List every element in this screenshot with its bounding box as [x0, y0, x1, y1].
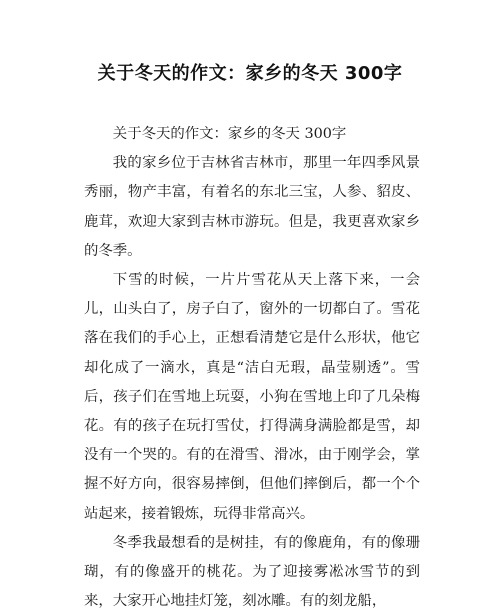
- paragraph-rime: 冬季我最想看的是树挂，有的像鹿角，有的像珊瑚，有的像盛开的桃花。为了迎接雾凇冰雪节的到来，大家开心地挂灯笼，刻冰雕。有的刻龙船，: [84, 534, 420, 610]
- document-title: 关于冬天的作文：家乡的冬天 300字: [97, 63, 403, 84]
- document-body: [84, 120, 420, 616]
- paragraph-snow: 下雪的时候，一片片雪花从天上落下来，一会儿，山头白了，房子白了，窗外的一切都白了。雪花落在我们的手心上，正想看清楚它是什么形状，他它却化成了一滴水，真是“洁白无瑕，晶莹剔透”。雪后，孩子们在雪地上玩耍，小狗在雪地上印了几朵梅花。有的孩子在玩打雪仗，打得满身满脸都是雪，却没有一个哭的。有的在滑雪、滑冰，由于刚学会，掌握不好方向，很容易摔倒，但他们摔倒后，都一个个站起来，接着锻炼，玩得非常高兴。: [84, 272, 420, 522]
- paragraph-heading-repeat: 关于冬天的作文：家乡的冬天 300字: [112, 126, 347, 142]
- paragraph-intro: 我的家乡位于吉林省吉林市，那里一年四季风景秀丽，物产丰富，有着名的东北三宝，人参、貂皮、鹿茸，欢迎大家到吉林市游玩。但是，我更喜欢家乡的冬季。: [84, 155, 420, 259]
